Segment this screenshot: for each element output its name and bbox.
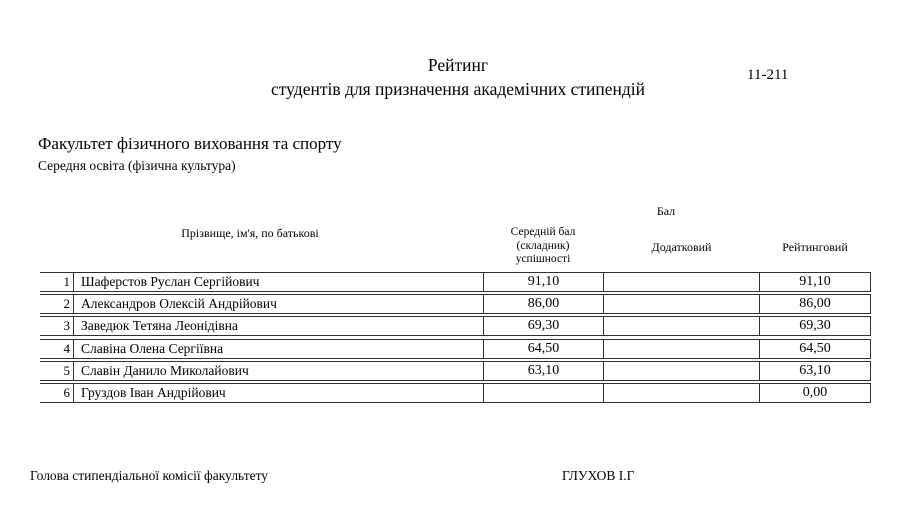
- group-code: 11-211: [747, 67, 789, 83]
- column-header-average-line3: успішності: [515, 253, 571, 265]
- additional-score: [604, 317, 760, 335]
- table-row: [40, 294, 871, 314]
- column-header-name: Прізвище, ім'я, по батькові: [181, 226, 319, 240]
- document-title-line2: студентів для призначення академічних стипендій: [270, 79, 646, 99]
- additional-score: [604, 384, 760, 402]
- row-number: 3: [40, 317, 74, 335]
- table-row: [40, 383, 871, 403]
- rating-score: 91,10: [799, 274, 831, 289]
- average-score: [484, 384, 604, 402]
- column-group-header-score: Бал: [656, 204, 676, 218]
- row-number: 5: [40, 362, 74, 380]
- row-number: 1: [40, 273, 74, 291]
- row-number: 6: [40, 384, 74, 402]
- additional-score: [604, 295, 760, 313]
- commission-head-label: Голова стипендіальної комісії факультету: [30, 468, 269, 483]
- student-name: Шаферстов Руслан Сергійович: [74, 273, 484, 291]
- rating-score: 86,00: [799, 296, 831, 312]
- student-name: Славіна Олена Сергіївна: [74, 340, 484, 358]
- table-row: [40, 316, 871, 336]
- table-row: [40, 272, 871, 292]
- column-header-average-line2: (складник): [516, 239, 570, 252]
- average-score: 63,10: [484, 362, 604, 380]
- program-name: Середня освіта (фізична культура): [38, 158, 236, 173]
- rating-score: 69,30: [799, 318, 831, 334]
- additional-score: [604, 273, 760, 291]
- column-header-additional: Додатковий: [651, 240, 712, 254]
- average-score: 91,10: [484, 273, 604, 291]
- table-row: [40, 361, 871, 381]
- rating-score: 64,50: [799, 340, 831, 356]
- row-number: 4: [40, 340, 74, 358]
- rating-score: 63,10: [799, 362, 831, 378]
- column-header-rating: Рейтинговий: [782, 240, 848, 254]
- student-name: Груздов Іван Андрійович: [74, 384, 484, 402]
- table-row: [40, 339, 871, 359]
- student-name: Александров Олексій Андрійович: [74, 295, 484, 313]
- column-header-average-line1: Середній бал: [510, 226, 576, 238]
- commission-head-name: ГЛУХОВ І.Г: [562, 468, 635, 483]
- document-title: [108, 53, 808, 101]
- student-name: Заведюк Тетяна Леонідівна: [74, 317, 484, 335]
- faculty-name: Факультет фізичного виховання та спорту: [38, 134, 342, 153]
- additional-score: [604, 340, 760, 358]
- average-score: 69,30: [484, 317, 604, 335]
- average-score: 86,00: [484, 295, 604, 313]
- document-title-line1: Рейтинг: [427, 55, 489, 75]
- students-rating-table: [40, 272, 871, 403]
- column-header-average-score: [483, 226, 603, 267]
- rating-score: 0,00: [802, 384, 828, 400]
- student-name: Славін Данило Миколайович: [74, 362, 484, 380]
- average-score: 64,50: [484, 340, 604, 358]
- additional-score: [604, 362, 760, 380]
- row-number: 2: [40, 295, 74, 313]
